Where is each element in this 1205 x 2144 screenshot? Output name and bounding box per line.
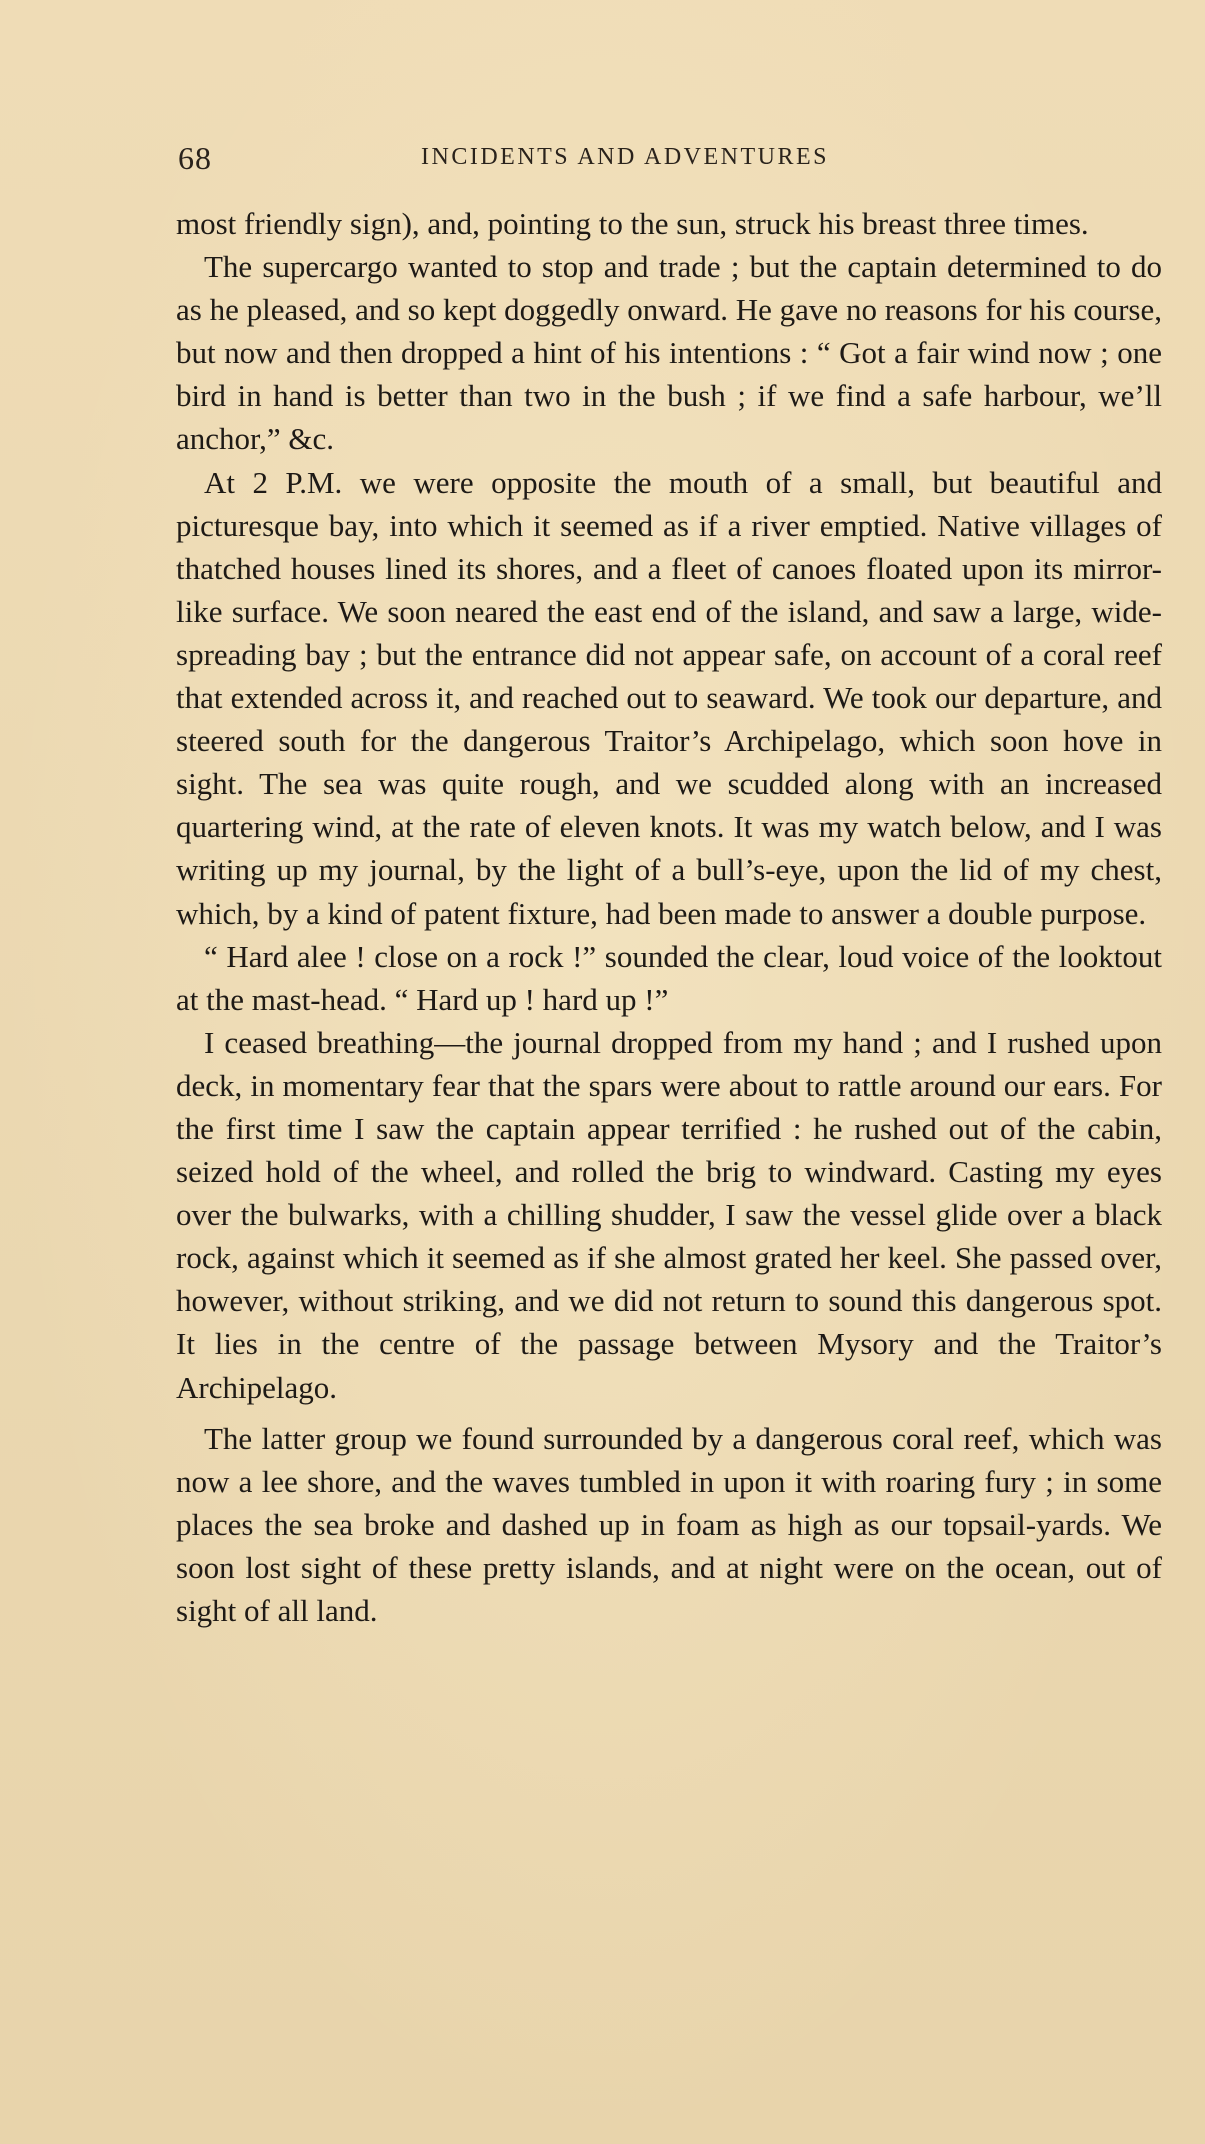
- paragraph-6: The latter group we found surrounded by a dangerous coral reef, which was now a lee shore, and the waves tumbled in upon it with roaring fury ; in some places the sea broke and dashed up in foam as high as our topsail-yards. We soon lost sight of these pretty islands, and at night were on the ocean, out of sight of all land.: [176, 1420, 1162, 1628]
- paragraph-4: “ Hard alee ! close on a rock !” sounded the clear, loud voice of the looktout at the mast-head. “ Hard up ! hard up !”: [176, 938, 1162, 1017]
- paragraph-5: I ceased breathing—the journal dropped from my hand ; and I rushed upon deck, in momentary fear that the spars were about to rattle around our ears. For the first time I saw the captain appear terrified : he rushed out of the cabin, seized hold of the wheel, and rolled the brig to windward. Casting my eyes over the bulwarks, with a chilling shudder, I saw the vessel glide over a black rock, against which it seemed as if she almost grated her keel. She passed over, however, without striking, and we did not return to sound this dangerous spot. It lies in the centre of the passage between Mysory and the Traitor’s Archipelago.: [176, 1024, 1162, 1405]
- page-header: [178, 140, 918, 180]
- body-text: [176, 202, 1162, 1632]
- paragraph-3: At 2 P.M. we were opposite the mouth of a small, but beautiful and picturesque bay, into which it seemed as if a river emptied. Native villages of thatched houses lined its shores, and a fleet of canoes floated upon its mirror-like surface. We soon neared the east end of the island, and saw a large, wide-spreading bay ; but the entrance did not appear safe, on account of a coral reef that extended across it, and reached out to seaward. We took our departure, and steered south for the dangerous Traitor’s Archipelago, which soon hove in sight. The sea was quite rough, and we scudded along with an increased quartering wind, at the rate of eleven knots. It was my watch below, and I was writing up my journal, by the light of a bull’s-eye, upon the lid of my chest, which, by a kind of patent fixture, had been made to answer a double purpose.: [176, 464, 1162, 931]
- paragraph-1: most friendly sign), and, pointing to the sun, struck his breast three times.: [176, 206, 1089, 241]
- running-head: INCIDENTS AND ADVENTURES: [421, 144, 829, 170]
- paragraph-2: The supercargo wanted to stop and trade ; but the captain determined to do as he pleased, and so kept doggedly onward. He gave no reasons for his course, but now and then dropped a hint of his intentions : “ Got a fair wind now ; one bird in hand is better than two in the bush ; if we find a safe harbour, we’ll anchor,” &c.: [176, 249, 1162, 457]
- page-number: 68: [178, 140, 212, 176]
